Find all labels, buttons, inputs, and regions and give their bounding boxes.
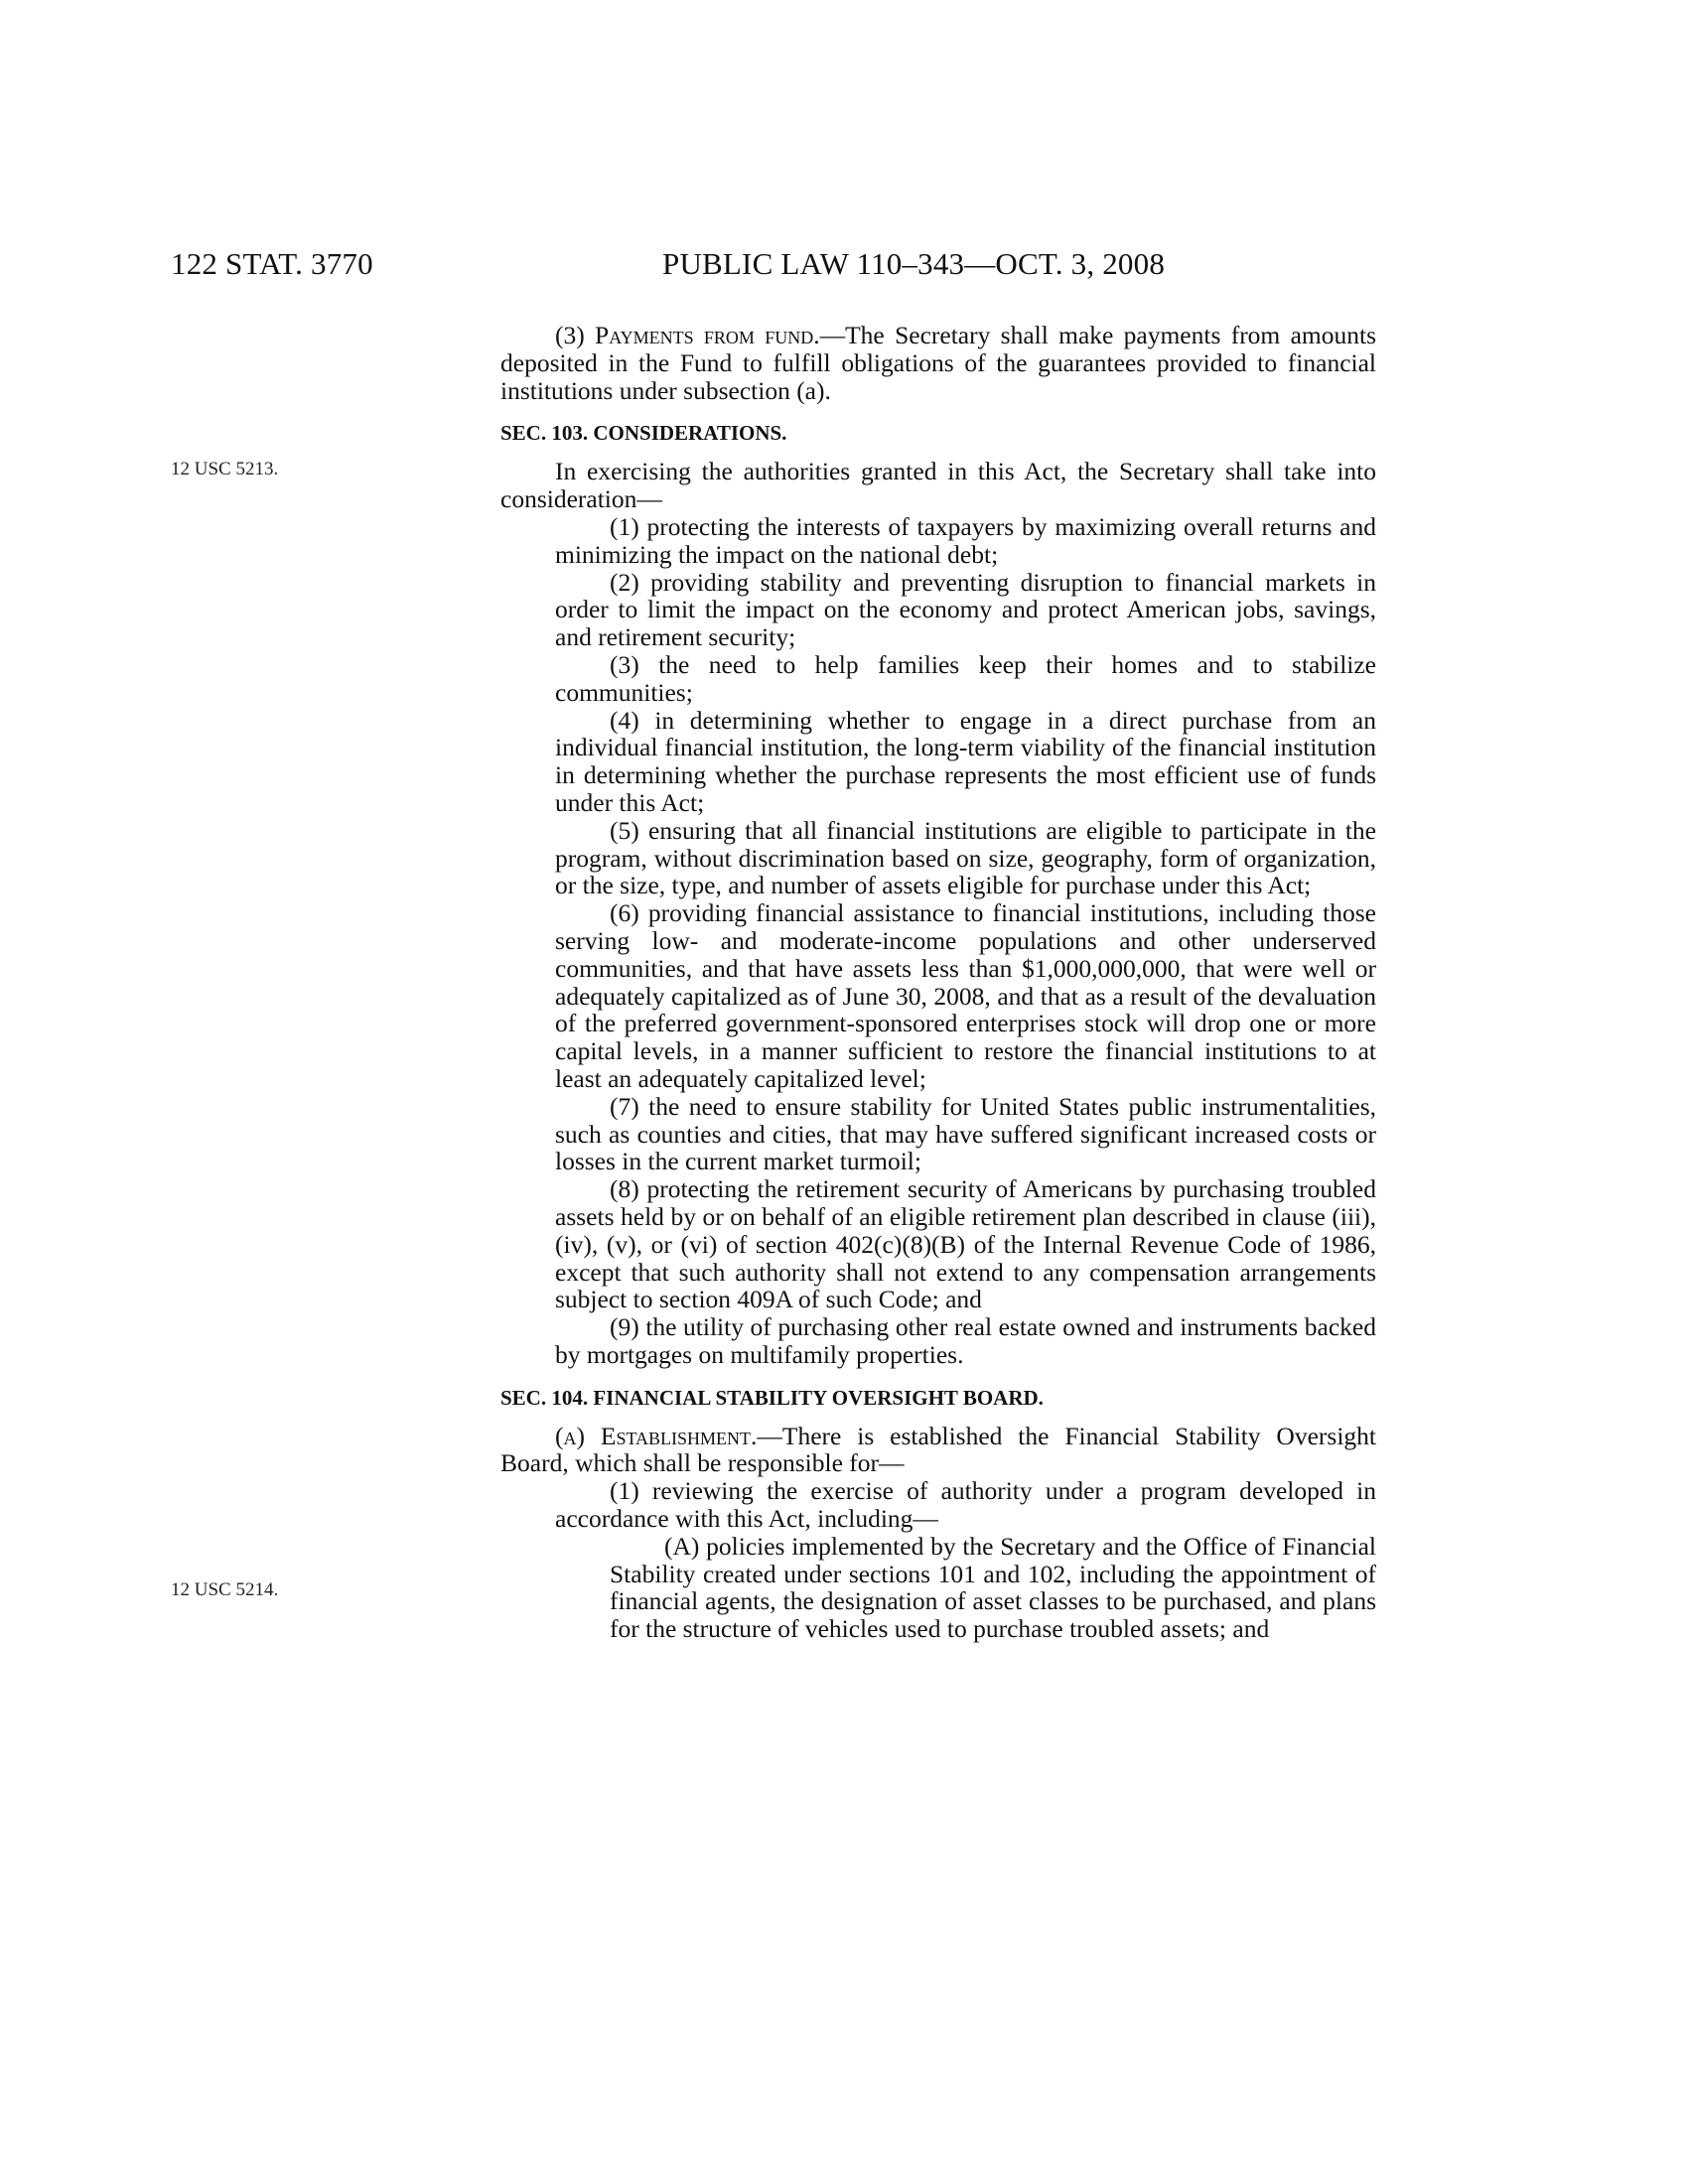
paragraph-heading: (3) Payments from fund. bbox=[555, 321, 820, 349]
sec104-subparagraph-A: (A) policies implemented by the Secretary and the Office of Financial Stability created under sections 101 and 102, including the appointment of financial agents, the designation of asset classes to be purchased, and plans for the structure of vehicles used to purchase troubled assets; and bbox=[610, 1531, 1376, 1644]
subsection-text: —There is established the Financial Stability Oversight Board, which shall be responsible for— bbox=[500, 1421, 1376, 1478]
sec103-item: (6) providing financial assistance to financial institutions, including those serving low- and moderate-income populations and other underserved communities, and that have assets less than $1,000,000,000, that were well or adequately capitalized as of June 30, 2008, and that as a result of the devaluation of the preferred government-sponsored enterprises stock will drop one or more capital levels, in a manner sufficient to restore the financial institutions to at least an adequately capitalized level; bbox=[555, 898, 1376, 1093]
law-title: PUBLIC LAW 110–343—OCT. 3, 2008 bbox=[662, 246, 1166, 281]
sec103-item: (5) ensuring that all financial institutions are eligible to participate in the program, without discrimination based on size, geography, form of organization, or the size, type, and number of assets eligible for purchase under this Act; bbox=[555, 815, 1376, 900]
sec103-item: (3) the need to help families keep their homes and to stabilize communities; bbox=[555, 649, 1376, 707]
paragraph-payments-from-fund bbox=[500, 322, 1376, 404]
paragraph-text: —The Secretary shall make payments from amounts deposited in the Fund to fulfill obligations of the guarantees provided to financial institutions under subsection (a). bbox=[500, 321, 1376, 405]
section-heading-103: SEC. 103. CONSIDERATIONS. bbox=[500, 421, 787, 446]
subsection-heading: (a) Establishment. bbox=[555, 1421, 758, 1450]
sec103-item: (4) in determining whether to engage in a direct purchase from an individual financial institution, the long-term viability of the financial institution in determining whether the purchase represents the most efficient use of funds under this Act; bbox=[555, 705, 1376, 817]
section-heading-104: SEC. 104. FINANCIAL STABILITY OVERSIGHT BOARD. bbox=[500, 1385, 1044, 1410]
margin-note-sec103: 12 USC 5213. bbox=[171, 459, 279, 479]
sec103-intro: In exercising the authorities granted in this Act, the Secretary shall take into consideration— bbox=[500, 457, 1376, 514]
sec104-paragraph-1: (1) reviewing the exercise of authority under a program developed in accordance with this Act, including— bbox=[555, 1476, 1376, 1534]
page-header bbox=[171, 246, 1233, 290]
sec104-subsection-a bbox=[500, 1423, 1376, 1478]
sec103-item: (9) the utility of purchasing other real estate owned and instruments backed by mortgages on multifamily properties. bbox=[555, 1312, 1376, 1369]
stat-page-number: 122 STAT. 3770 bbox=[171, 246, 373, 281]
document-body bbox=[500, 322, 1376, 1643]
sec103-item: (2) providing stability and preventing disruption to financial markets in order to limit the impact on the economy and protect American jobs, savings, and retirement security; bbox=[555, 567, 1376, 652]
sec103-item: (8) protecting the retirement security of Americans by purchasing troubled assets held by or on behalf of an eligible retirement plan described in clause (iii), (iv), (v), or (vi) of section 402(c)(8)(B) of the Internal Revenue Code of 1986, except that such authority shall not extend to any compensation arrangements subject to section 409A of such Code; and bbox=[555, 1174, 1376, 1314]
sec103-item: (7) the need to ensure stability for United States public instrumentalities, such as counties and cities, that may have suffered significant increased costs or losses in the current market turmoil; bbox=[555, 1091, 1376, 1176]
sec103-item: (1) protecting the interests of taxpayers by maximizing overall returns and minimizing the impact on the national debt; bbox=[555, 511, 1376, 569]
margin-note-sec104: 12 USC 5214. bbox=[171, 1579, 279, 1600]
